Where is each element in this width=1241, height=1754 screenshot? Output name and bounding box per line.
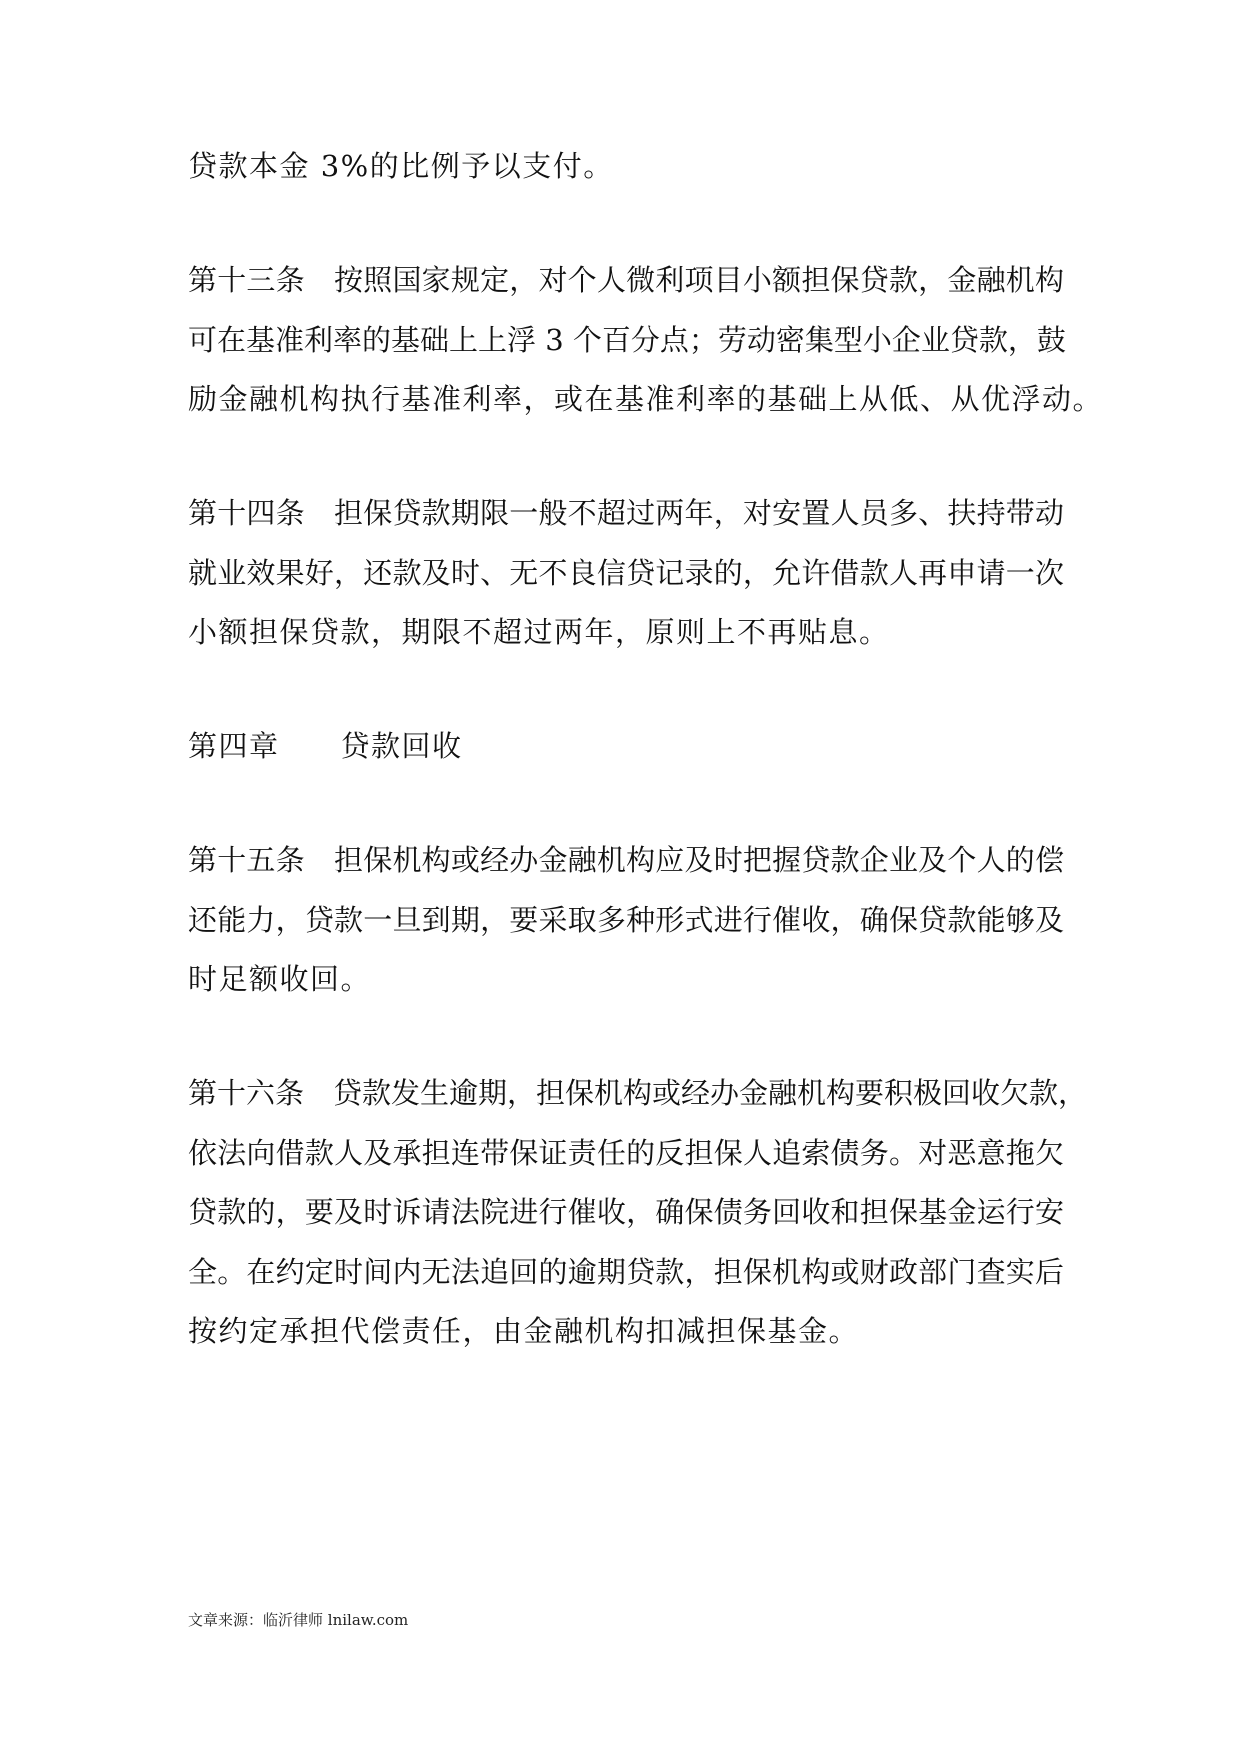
article-13-line-1: 第十三条 按照国家规定，对个人微利项目小额担保贷款，金融机构 bbox=[188, 263, 1064, 297]
article-15-line-2: 还能力，贷款一旦到期，要采取多种形式进行催收，确保贷款能够及 bbox=[188, 903, 1064, 937]
article-15-line-3: 时足额收回。 bbox=[188, 962, 372, 996]
article-16-line-2: 依法向借款人及承担连带保证责任的反担保人追索债务。对恶意拖欠 bbox=[188, 1136, 1064, 1170]
article-13-line-3: 励金融机构执行基准利率，或在基准利率的基础上从低、从优浮动。 bbox=[188, 382, 1104, 416]
article-13-line-2: 可在基准利率的基础上上浮 3 个百分点；劳动密集型小企业贷款，鼓 bbox=[188, 323, 1066, 357]
article-16-line-1: 第十六条 贷款发生逾期，担保机构或经办金融机构要积极回收欠款， bbox=[188, 1076, 1088, 1110]
article-14-line-2: 就业效果好，还款及时、无不良信贷记录的，允许借款人再申请一次 bbox=[188, 556, 1064, 590]
source-footer: 文章来源：临沂律师 lnilaw.com bbox=[188, 1611, 409, 1629]
chapter-heading: 第四章 贷款回收 bbox=[188, 729, 463, 763]
article-16-line-5: 按约定承担代偿责任，由金融机构扣减担保基金。 bbox=[188, 1314, 860, 1348]
article-14-line-3: 小额担保贷款，期限不超过两年，原则上不再贴息。 bbox=[188, 615, 890, 649]
article-15-line-1: 第十五条 担保机构或经办金融机构应及时把握贷款企业及个人的偿 bbox=[188, 843, 1064, 877]
article-14-line-1: 第十四条 担保贷款期限一般不超过两年，对安置人员多、扶持带动 bbox=[188, 496, 1064, 530]
paragraph-line: 贷款本金 3%的比例予以支付。 bbox=[188, 149, 614, 183]
article-16-line-3: 贷款的，要及时诉请法院进行催收，确保债务回收和担保基金运行安 bbox=[188, 1195, 1064, 1229]
article-16-line-4: 全。在约定时间内无法追回的逾期贷款，担保机构或财政部门查实后 bbox=[188, 1255, 1064, 1289]
